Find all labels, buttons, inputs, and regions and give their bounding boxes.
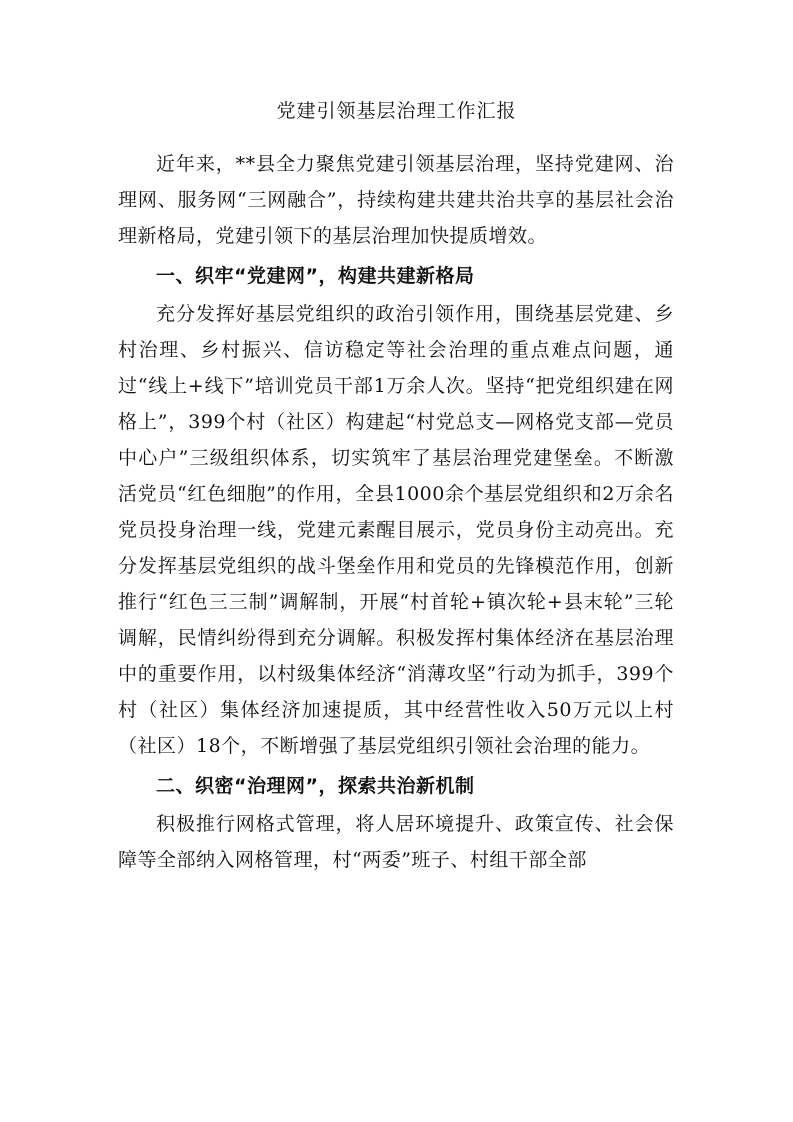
section-1-paragraph: 充分发挥好基层党组织的政治引领作用，围绕基层党建、乡村治理、乡村振兴、信访稳定等社会治理的重点难点问题，通过“线上+线下”培训党员干部1万余人次。坚持“把党组织建在网格上”，399个村（社区）构建起“村党总支—网格党支部—党员中心户”三级组织体系，切实筑牢了基层治理党建堡垒。不断激活党员“红色细胞”的作用，全县1000余个基层党组织和2万余名党员投身治理一线，党建元素醒目展示，党员身份主动亮出。充分发挥基层党组织的战斗堡垒作用和党员的先锋模范作用，创新推行“红色三三制”调解制，开展“村首轮+镇次轮+县末轮”三轮调解，民情纠纷得到充分调解。积极发挥村集体经济在基层治理中的重要作用，以村级集体经济“消薄攻坚”行动为抓手，399个村（社区）集体经济加速提质，其中经营性收入50万元以上村（社区）18个，不断增强了基层党组织引领社会治理的能力。: [118, 303, 674, 757]
section-1-heading: 一、织牢“党建网”，构建共建新格局: [156, 265, 475, 287]
section-2-heading: 二、织密“治理网”，探索共治新机制: [156, 775, 475, 797]
document-body: [118, 146, 674, 878]
document-title: 党建引领基层治理工作汇报: [276, 100, 517, 122]
section-2-paragraph: 积极推行网格式管理，将人居环境提升、政策宣传、社会保障等全部纳入网格管理，村“两委”班子、村组干部全部: [118, 813, 674, 871]
intro-paragraph: 近年来，**县全力聚焦党建引领基层治理，坚持党建网、治理网、服务网“三网融合”，持续构建共建共治共享的基层社会治理新格局，党建引领下的基层治理加快提质增效。: [118, 153, 674, 247]
